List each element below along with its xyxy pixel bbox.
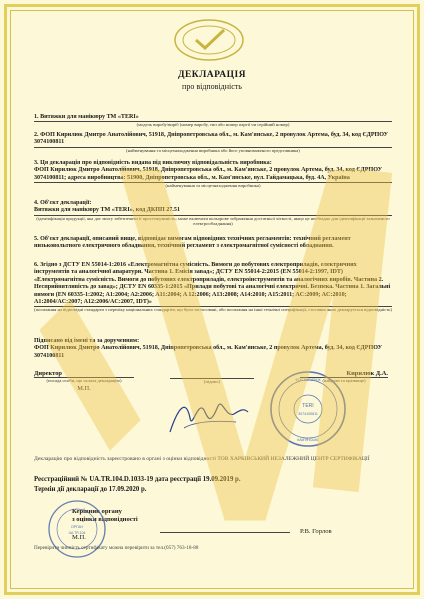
registration-number: Реєстраційний № UA.TR.104.D.1033-19 дата реєстрації 19.09.2019 р. [34,476,241,483]
standards-note: (посилання на відповідні стандарти з переліку національних стандартів, що були застосовані, або посилання на інші технічні специфікації, стосовно яких декларується відповідність) [34,307,392,313]
director-block [34,370,134,392]
manufacturer-line: 2. ФОП Кирилюк Дмитро Анатолійович, 51918, Дніпропетровська обл., м. Кам'янське, 2 провулок Артема, буд. 34, код ЄДРПОУ 3074100811 [34,132,392,148]
svg-text:КАМ'ЯНСЬКЕ: КАМ'ЯНСЬКЕ [297,438,319,442]
org-head-title: Керівник органу [72,508,122,515]
product-line: 1. Витяжки для манікюру ТМ «TERI» [34,114,392,122]
svg-text:TERI: TERI [302,403,314,409]
section-5: 5. Об'єкт декларації, описаний вище, відповідає вимогам відповідних технічних регламентів: технічний регламент низьковольтного електричного обладнання, технічний регламент з електромагнітної сумісності обладнання. [34,236,351,250]
signed-section [34,338,392,360]
svg-text:ФОП КИРИЛЮК: ФОП КИРИЛЮК [295,378,321,382]
certification-logo-icon [168,14,250,64]
signature-line [170,370,254,379]
signed-heading: Підписано від імені та за дорученням: [34,338,140,344]
verification-note: Перевірити чинність сертифікату можна перевірити за тел.(057) 763-18-88 [34,545,199,551]
signature-block [170,370,254,384]
signed-text: ФОП Кирилюк Дмитро Анатолійович, 51918, Дніпропетровська обл., м. Кам'янське, 2 провулок Артема, буд. 34, код ЄДРПОУ 3074100811 [34,345,383,359]
object-heading: 4. Об'єкт декларації: [34,200,92,206]
org-mp-label: М.П. [72,533,86,541]
object-text: Витяжки для манікюру ТМ «TERI», код ДКПП 27.51 [34,207,392,215]
svg-text:UA.TR.104: UA.TR.104 [68,531,86,535]
signatory-name: Кирилюк Д.А. [300,370,388,378]
standards-text: 6. Згідно з ДСТУ EN 55014-1:2016 «Електромагнітна сумісність. Вимоги до побутових електроприладів, електричних інструментів та аналогічної апаратури. Частина 1. Емісія завад»; ДСТУ EN 55014-2:2015 (EN 55014-2:1997, IDT) «Електромагнітна сумісність. Вимоги до побутових електроприладів, електроінструментів та аналогічних виробів. Частина 2. Несприйнятливість до завад»; ДСТУ EN 60335-1:2015 «Прилади побутові та аналогічні електричні. Безпека. Частина 1. Загальні вимоги (EN 60335-1:2002; A1:2004; A2:2006; A11:2004; A 12:2006; A13:2008; A14:2010; A15:2011; AC:2009; AC:2010; A1:2004/AC:2007; A12:2006/AC:2007, IDT)» [34,262,392,307]
signature-note: (підпис) [203,378,221,384]
section-6 [34,262,392,313]
section-2 [34,132,392,153]
product-note: (модель виробу/виріб (номер виробу, тип або номер партії чи серійний номер) [136,122,290,128]
svg-text:3074100811: 3074100811 [298,412,318,416]
validity-term: Термін дії декларації до 17.09.2020 р. [34,486,147,493]
svg-text:ОРГАН: ОРГАН [71,525,83,529]
org-head-name: Р.В. Горлов [300,528,332,535]
org-head-subtitle: з оцінки відповідності [72,515,138,523]
document-title: ДЕКЛАРАЦІЯ [177,70,247,80]
signature-icon [164,388,250,444]
registration-text: Декларацію про відповідність зареєстровано в органі з оцінки відповідності ТОВ ХАРКІВСЬКИЙ НЕЗАЛЕЖНИЙ ЦЕНТР СЕРТИФІКАЦІЇ [34,456,370,462]
responsibility-note: (найменування та місцезнаходження виробника) [165,183,261,189]
object-note: (ідентифікація продукції, яка дає змогу забезпечити її простежуваність; може включати кольорове зображення достатньої чіткості, якщо це необхідно для ідентифікації зазначеного електрообладнання) [36,215,390,227]
responsibility-heading: 3. Ця декларація про відповідність видана під виключну відповідальність виробника: [34,160,272,166]
org-signature-line [160,532,290,533]
director-note: (посада особи, що склала декларацію) [46,378,122,383]
manufacturer-note: (найменування та місцезнаходження виробника або його уповноваженого представника) [126,147,300,153]
mp-label: М.П. [77,385,91,393]
section-3 [34,160,392,189]
document-subtitle: про відповідність [182,82,242,91]
company-stamp-icon [268,369,348,449]
responsibility-text: ФОП Кирилюк Дмитро Анатолійович, 51918, Дніпропетровська обл., м. Кам'янське, 2 провулок Артема, буд. 34, код ЄДРПОУ 3074100811; адреса виробництва: 51900, Дніпропетровська обл., м. Кам'янське, вул. Гайдамацька, буд. 4А, Україна [34,167,392,183]
director-label: Директор [34,370,134,378]
section-4 [34,200,392,227]
section-1 [34,114,392,128]
name-note: (ініціали та прізвище) [322,378,366,383]
